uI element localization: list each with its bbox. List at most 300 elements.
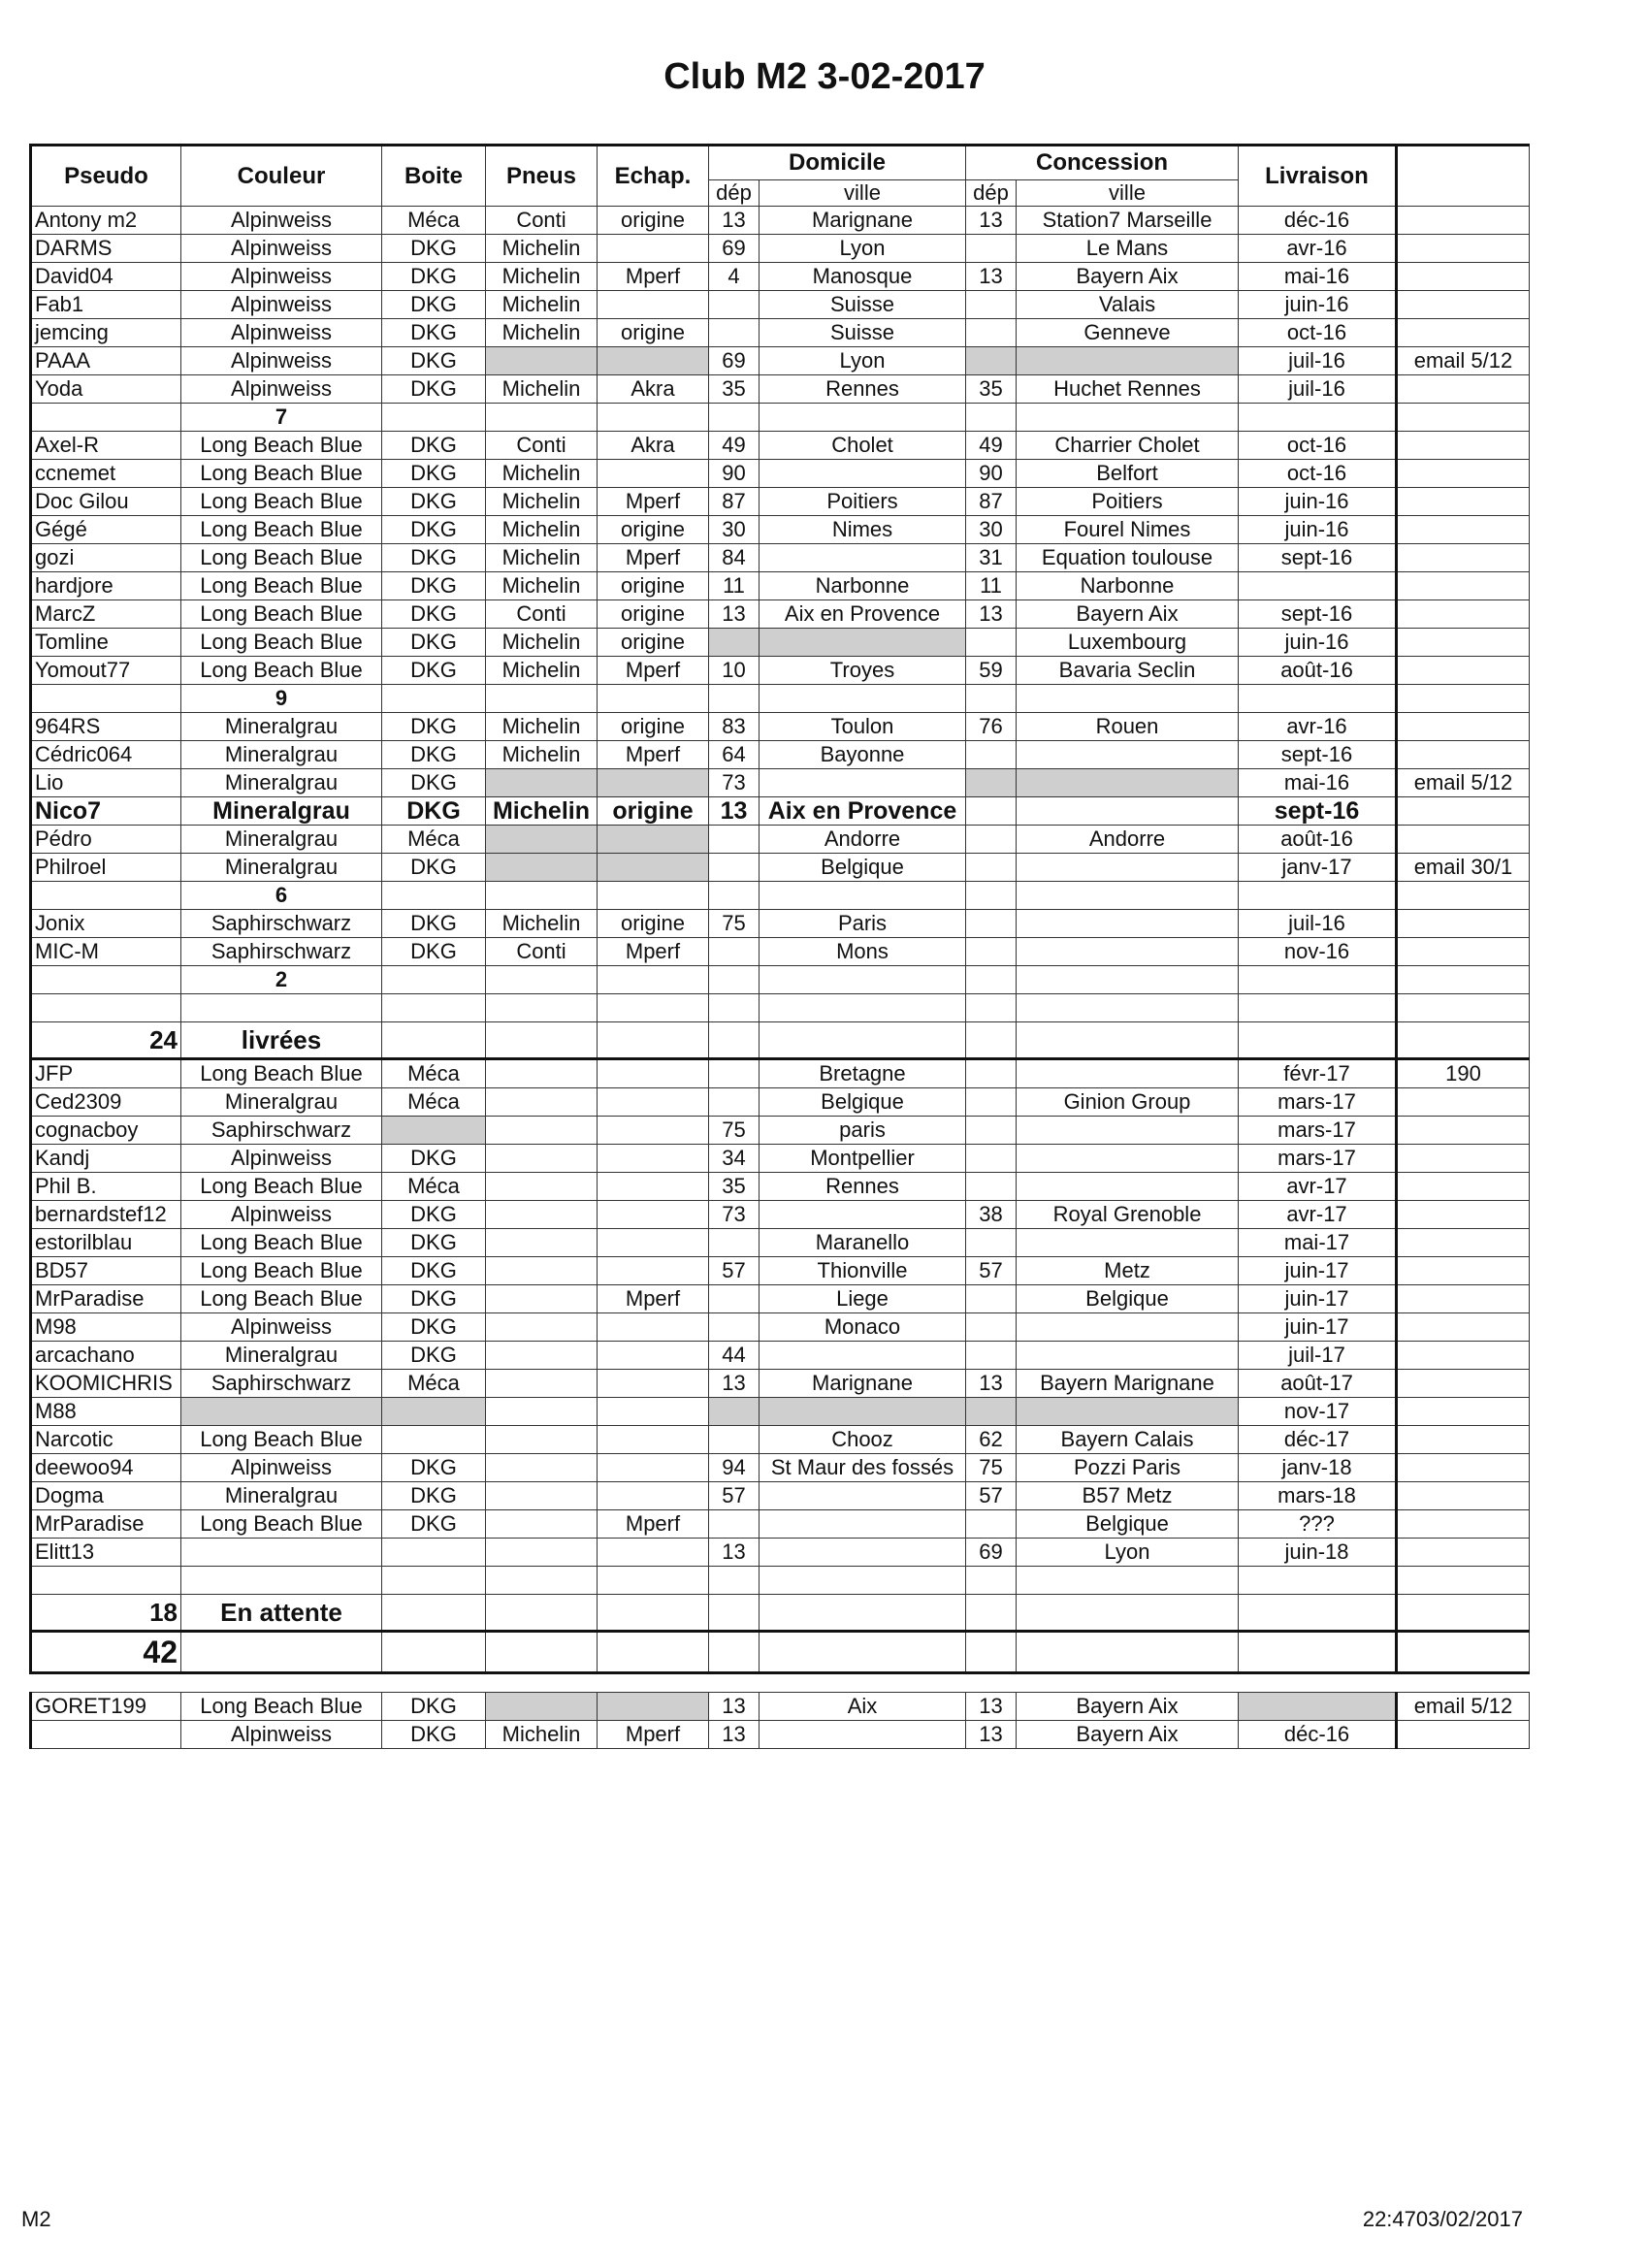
waiting-summary-empty [1397, 1595, 1530, 1632]
waiting-cell-domicile-ville: Liege [760, 1285, 966, 1313]
delivered-summary-empty [760, 1022, 966, 1059]
waiting-cell-livraison: mars-17 [1239, 1117, 1397, 1145]
delivered-cell-livraison: juil-16 [1239, 375, 1397, 404]
waiting-row [31, 1173, 1530, 1201]
delivered-cell-livraison: juin-16 [1239, 488, 1397, 516]
delivered-row [31, 263, 1530, 291]
waiting-cell-concession-dep [966, 1510, 1017, 1539]
waiting-cell-domicile-ville: Marignane [760, 1370, 966, 1398]
delivered-cell-domicile-dep: 10 [709, 657, 760, 685]
extra-cell-couleur: Alpinweiss [181, 1721, 382, 1749]
extra-cell-domicile-dep: 13 [709, 1721, 760, 1749]
waiting-cell-note [1397, 1370, 1530, 1398]
delivered-cell-concession-dep: 13 [966, 600, 1017, 629]
delivered-cell-pseudo: MarcZ [31, 600, 181, 629]
waiting-cell-note [1397, 1145, 1530, 1173]
waiting-cell-concession-dep: 69 [966, 1539, 1017, 1567]
waiting-cell-pneus [486, 1257, 598, 1285]
waiting-cell-domicile-ville: Maranello [760, 1229, 966, 1257]
delivered-cell-concession-dep [966, 826, 1017, 854]
waiting-cell-pneus [486, 1313, 598, 1342]
delivered-cell-domicile-dep [709, 882, 760, 910]
delivered-cell-concession-dep: 35 [966, 375, 1017, 404]
delivered-cell-boite: DKG [382, 600, 486, 629]
delivered-cell-concession-dep [966, 347, 1017, 375]
delivered-cell-concession-ville [1017, 404, 1239, 432]
delivered-cell-note [1397, 600, 1530, 629]
waiting-cell-echap [598, 1539, 709, 1567]
delivered-cell-pseudo: Philroel [31, 854, 181, 882]
waiting-cell-pseudo: M98 [31, 1313, 181, 1342]
waiting-row [31, 1482, 1530, 1510]
delivered-cell-note [1397, 319, 1530, 347]
waiting-row [31, 1059, 1530, 1088]
header-row [31, 146, 1530, 180]
delivered-cell-note [1397, 291, 1530, 319]
waiting-cell-boite: Méca [382, 1059, 486, 1088]
waiting-cell-concession-ville: Bayern Marignane [1017, 1370, 1239, 1398]
delivered-cell-echap: origine [598, 572, 709, 600]
waiting-cell-livraison: déc-17 [1239, 1426, 1397, 1454]
extra-cell-domicile-ville [760, 1721, 966, 1749]
waiting-cell-boite: DKG [382, 1201, 486, 1229]
delivered-cell-pneus [486, 685, 598, 713]
delivered-cell-couleur: Mineralgrau [181, 854, 382, 882]
delivered-cell-note: email 5/12 [1397, 769, 1530, 797]
delivered-cell-echap: origine [598, 600, 709, 629]
delivered-row [31, 572, 1530, 600]
delivered-cell-domicile-dep [709, 938, 760, 966]
delivered-cell-livraison: août-16 [1239, 657, 1397, 685]
waiting-cell-pneus [486, 1454, 598, 1482]
delivered-cell-couleur: Saphirschwarz [181, 938, 382, 966]
delivered-row [31, 657, 1530, 685]
delivered-row [31, 404, 1530, 432]
delivered-cell-concession-dep: 13 [966, 207, 1017, 235]
waiting-cell-boite: DKG [382, 1510, 486, 1539]
waiting-cell-domicile-ville [760, 1539, 966, 1567]
waiting-label: En attente [181, 1595, 382, 1632]
waiting-cell-domicile-ville: Chooz [760, 1426, 966, 1454]
delivered-cell-pseudo: MIC-M [31, 938, 181, 966]
waiting-cell-concession-ville [1017, 1567, 1239, 1595]
club-table [29, 144, 1530, 1749]
waiting-cell-note [1397, 1426, 1530, 1454]
delivered-cell-concession-ville: Belfort [1017, 460, 1239, 488]
delivered-cell-domicile-ville [760, 544, 966, 572]
waiting-cell-boite: DKG [382, 1145, 486, 1173]
waiting-cell-domicile-ville [760, 1398, 966, 1426]
delivered-cell-boite: DKG [382, 713, 486, 741]
waiting-cell-pseudo: estorilblau [31, 1229, 181, 1257]
delivered-cell-note [1397, 375, 1530, 404]
delivered-cell-concession-ville: Le Mans [1017, 235, 1239, 263]
waiting-cell-note [1397, 1257, 1530, 1285]
waiting-summary-empty [709, 1595, 760, 1632]
footer-right: 22:4703/02/2017 [1362, 2207, 1523, 2231]
waiting-cell-pseudo: Dogma [31, 1482, 181, 1510]
delivered-cell-pneus: Michelin [486, 460, 598, 488]
waiting-row [31, 1088, 1530, 1117]
delivered-cell-pneus: Michelin [486, 488, 598, 516]
delivered-cell-boite [382, 882, 486, 910]
delivered-row [31, 910, 1530, 938]
delivered-cell-note [1397, 966, 1530, 994]
waiting-cell-domicile-dep: 13 [709, 1539, 760, 1567]
waiting-cell-pneus [486, 1088, 598, 1117]
delivered-cell-livraison: mai-16 [1239, 769, 1397, 797]
delivered-cell-boite [382, 404, 486, 432]
delivered-cell-pneus [486, 769, 598, 797]
extra-cell-pneus [486, 1693, 598, 1721]
waiting-cell-livraison: juin-17 [1239, 1313, 1397, 1342]
delivered-cell-echap: origine [598, 910, 709, 938]
waiting-cell-echap [598, 1426, 709, 1454]
delivered-cell-couleur: Alpinweiss [181, 375, 382, 404]
waiting-cell-note [1397, 1510, 1530, 1539]
delivered-label: livrées [181, 1022, 382, 1059]
delivered-cell-pseudo: Jonix [31, 910, 181, 938]
waiting-cell-pneus [486, 1510, 598, 1539]
delivered-cell-livraison: juin-16 [1239, 291, 1397, 319]
delivered-cell-boite: DKG [382, 291, 486, 319]
waiting-cell-domicile-dep: 73 [709, 1201, 760, 1229]
waiting-cell-boite [382, 1398, 486, 1426]
delivered-cell-domicile-ville [760, 882, 966, 910]
delivered-cell-domicile-dep: 4 [709, 263, 760, 291]
extra-cell-note: email 5/12 [1397, 1693, 1530, 1721]
delivered-cell-concession-ville: Rouen [1017, 713, 1239, 741]
waiting-cell-note [1397, 1482, 1530, 1510]
waiting-cell-boite: Méca [382, 1370, 486, 1398]
delivered-cell-concession-ville [1017, 741, 1239, 769]
waiting-cell-note [1397, 1454, 1530, 1482]
header-domicile-ville: ville [760, 180, 966, 207]
delivered-cell-concession-dep [966, 629, 1017, 657]
delivered-cell-livraison: janv-17 [1239, 854, 1397, 882]
waiting-cell-livraison: juin-17 [1239, 1285, 1397, 1313]
delivered-cell-pneus: Michelin [486, 741, 598, 769]
waiting-cell-note [1397, 1342, 1530, 1370]
delivered-cell-pseudo: DARMS [31, 235, 181, 263]
delivered-cell-concession-ville [1017, 994, 1239, 1022]
waiting-cell-pneus [486, 1342, 598, 1370]
delivered-cell-concession-ville: Station7 Marseille [1017, 207, 1239, 235]
delivered-cell-concession-dep [966, 769, 1017, 797]
delivered-cell-boite [382, 685, 486, 713]
delivered-cell-note [1397, 826, 1530, 854]
extra-cell-echap: Mperf [598, 1721, 709, 1749]
delivered-summary-empty [1239, 1022, 1397, 1059]
delivered-cell-livraison: juil-16 [1239, 347, 1397, 375]
delivered-cell-concession-ville: Genneve [1017, 319, 1239, 347]
delivered-cell-concession-dep: 49 [966, 432, 1017, 460]
waiting-cell-domicile-dep [709, 1567, 760, 1595]
delivered-cell-couleur: Mineralgrau [181, 713, 382, 741]
waiting-cell-livraison: ??? [1239, 1510, 1397, 1539]
delivered-cell-domicile-dep: 30 [709, 516, 760, 544]
waiting-summary-empty [382, 1595, 486, 1632]
waiting-cell-pneus [486, 1117, 598, 1145]
delivered-row [31, 432, 1530, 460]
delivered-cell-domicile-ville: Narbonne [760, 572, 966, 600]
waiting-cell-pseudo: Narcotic [31, 1426, 181, 1454]
delivered-row [31, 629, 1530, 657]
delivered-cell-domicile-dep [709, 404, 760, 432]
spacer-row [31, 1673, 1530, 1693]
delivered-cell-couleur: Alpinweiss [181, 263, 382, 291]
delivered-row [31, 713, 1530, 741]
waiting-cell-concession-dep [966, 1342, 1017, 1370]
delivered-cell-boite: DKG [382, 629, 486, 657]
delivered-cell-echap: origine [598, 207, 709, 235]
delivered-cell-domicile-dep: 73 [709, 769, 760, 797]
delivered-cell-pseudo [31, 685, 181, 713]
delivered-cell-concession-dep [966, 910, 1017, 938]
delivered-cell-domicile-dep: 69 [709, 347, 760, 375]
delivered-row [31, 882, 1530, 910]
waiting-row [31, 1398, 1530, 1426]
waiting-cell-echap [598, 1342, 709, 1370]
delivered-cell-couleur: Long Beach Blue [181, 488, 382, 516]
delivered-cell-echap: origine [598, 629, 709, 657]
waiting-row [31, 1145, 1530, 1173]
waiting-cell-livraison: nov-17 [1239, 1398, 1397, 1426]
delivered-cell-livraison: sept-16 [1239, 544, 1397, 572]
extra-cell-pseudo [31, 1721, 181, 1749]
waiting-summary-empty [1017, 1595, 1239, 1632]
waiting-cell-couleur [181, 1398, 382, 1426]
delivered-cell-domicile-ville: Lyon [760, 235, 966, 263]
delivered-cell-boite: DKG [382, 797, 486, 826]
spacer [31, 1673, 1530, 1693]
delivered-cell-couleur: Mineralgrau [181, 826, 382, 854]
delivered-cell-livraison: sept-16 [1239, 600, 1397, 629]
delivered-cell-domicile-dep: 84 [709, 544, 760, 572]
waiting-cell-livraison: juin-17 [1239, 1257, 1397, 1285]
delivered-cell-domicile-ville: Suisse [760, 291, 966, 319]
delivered-cell-couleur: 6 [181, 882, 382, 910]
delivered-cell-note [1397, 572, 1530, 600]
waiting-cell-couleur: Alpinweiss [181, 1454, 382, 1482]
delivered-cell-concession-dep [966, 685, 1017, 713]
delivered-cell-domicile-ville [760, 404, 966, 432]
delivered-cell-concession-ville [1017, 854, 1239, 882]
delivered-cell-pseudo: Fab1 [31, 291, 181, 319]
delivered-cell-boite: DKG [382, 235, 486, 263]
delivered-cell-couleur: Long Beach Blue [181, 432, 382, 460]
delivered-cell-pseudo: Antony m2 [31, 207, 181, 235]
delivered-cell-boite: DKG [382, 910, 486, 938]
delivered-cell-concession-dep: 76 [966, 713, 1017, 741]
waiting-cell-concession-dep [966, 1117, 1017, 1145]
waiting-row [31, 1117, 1530, 1145]
waiting-cell-concession-ville: Belgique [1017, 1510, 1239, 1539]
waiting-cell-echap: Mperf [598, 1510, 709, 1539]
delivered-cell-pneus: Conti [486, 432, 598, 460]
delivered-cell-concession-dep [966, 797, 1017, 826]
delivered-cell-pneus: Michelin [486, 263, 598, 291]
delivered-cell-livraison: oct-16 [1239, 432, 1397, 460]
waiting-cell-boite: DKG [382, 1285, 486, 1313]
delivered-cell-note [1397, 938, 1530, 966]
delivered-cell-boite: Méca [382, 207, 486, 235]
waiting-cell-livraison: avr-17 [1239, 1201, 1397, 1229]
waiting-cell-domicile-ville: Rennes [760, 1173, 966, 1201]
delivered-cell-note [1397, 404, 1530, 432]
waiting-cell-pneus [486, 1482, 598, 1510]
delivered-cell-couleur: 2 [181, 966, 382, 994]
delivered-cell-domicile-ville: Bayonne [760, 741, 966, 769]
waiting-cell-pneus [486, 1173, 598, 1201]
waiting-cell-couleur: Saphirschwarz [181, 1117, 382, 1145]
waiting-cell-note [1397, 1173, 1530, 1201]
delivered-cell-pseudo [31, 882, 181, 910]
waiting-cell-couleur: Alpinweiss [181, 1145, 382, 1173]
delivered-row [31, 685, 1530, 713]
waiting-cell-pneus [486, 1229, 598, 1257]
delivered-cell-pseudo: hardjore [31, 572, 181, 600]
delivered-cell-concession-ville: Huchet Rennes [1017, 375, 1239, 404]
waiting-cell-concession-ville: Metz [1017, 1257, 1239, 1285]
delivered-cell-domicile-ville: Cholet [760, 432, 966, 460]
waiting-cell-concession-ville: Lyon [1017, 1539, 1239, 1567]
header-pneus: Pneus [486, 146, 598, 207]
grand-total-empty [598, 1632, 709, 1673]
waiting-cell-livraison: mars-18 [1239, 1482, 1397, 1510]
delivered-cell-livraison: avr-16 [1239, 235, 1397, 263]
delivered-row [31, 291, 1530, 319]
waiting-cell-concession-ville [1017, 1313, 1239, 1342]
delivered-cell-pneus [486, 826, 598, 854]
delivered-cell-pneus: Conti [486, 600, 598, 629]
delivered-cell-pneus: Michelin [486, 629, 598, 657]
waiting-cell-pseudo: bernardstef12 [31, 1201, 181, 1229]
delivered-cell-concession-ville: Valais [1017, 291, 1239, 319]
waiting-cell-echap [598, 1088, 709, 1117]
waiting-cell-pseudo: JFP [31, 1059, 181, 1088]
delivered-cell-echap [598, 769, 709, 797]
grand-total-empty [1397, 1632, 1530, 1673]
delivered-cell-pneus: Michelin [486, 375, 598, 404]
delivered-cell-note: email 5/12 [1397, 347, 1530, 375]
delivered-row [31, 797, 1530, 826]
waiting-cell-concession-dep [966, 1313, 1017, 1342]
delivered-cell-couleur: Long Beach Blue [181, 629, 382, 657]
delivered-cell-echap [598, 291, 709, 319]
delivered-cell-echap: origine [598, 713, 709, 741]
waiting-cell-domicile-ville [760, 1510, 966, 1539]
delivered-cell-boite: Méca [382, 826, 486, 854]
delivered-cell-domicile-ville: Nimes [760, 516, 966, 544]
delivered-cell-domicile-ville: Belgique [760, 854, 966, 882]
delivered-cell-domicile-ville: Manosque [760, 263, 966, 291]
header-pseudo: Pseudo [31, 146, 181, 207]
grand-total-empty [1017, 1632, 1239, 1673]
page-title: Club M2 3-02-2017 [663, 56, 986, 97]
waiting-cell-domicile-ville [760, 1482, 966, 1510]
waiting-cell-domicile-dep: 94 [709, 1454, 760, 1482]
delivered-cell-livraison: sept-16 [1239, 741, 1397, 769]
delivered-cell-echap: Akra [598, 432, 709, 460]
delivered-cell-couleur [181, 994, 382, 1022]
delivered-cell-concession-dep: 13 [966, 263, 1017, 291]
delivered-row [31, 516, 1530, 544]
waiting-cell-concession-dep: 62 [966, 1426, 1017, 1454]
delivered-cell-note [1397, 994, 1530, 1022]
delivered-cell-pseudo: PAAA [31, 347, 181, 375]
extra-cell-boite: DKG [382, 1721, 486, 1749]
delivered-cell-livraison: déc-16 [1239, 207, 1397, 235]
waiting-summary-row [31, 1595, 1530, 1632]
waiting-cell-concession-ville [1017, 1398, 1239, 1426]
waiting-cell-pseudo [31, 1567, 181, 1595]
delivered-cell-domicile-ville: Rennes [760, 375, 966, 404]
delivered-cell-livraison: oct-16 [1239, 460, 1397, 488]
delivered-cell-boite: DKG [382, 375, 486, 404]
delivered-cell-concession-ville [1017, 910, 1239, 938]
waiting-row [31, 1229, 1530, 1257]
grand-total: 42 [31, 1632, 181, 1673]
delivered-cell-pneus [486, 994, 598, 1022]
delivered-cell-note [1397, 460, 1530, 488]
waiting-cell-concession-dep [966, 1285, 1017, 1313]
waiting-cell-livraison: mars-17 [1239, 1088, 1397, 1117]
delivered-cell-couleur: Long Beach Blue [181, 544, 382, 572]
delivered-row [31, 375, 1530, 404]
waiting-cell-couleur: Long Beach Blue [181, 1510, 382, 1539]
delivered-cell-domicile-dep: 13 [709, 207, 760, 235]
delivered-cell-note [1397, 910, 1530, 938]
delivered-cell-domicile-dep: 87 [709, 488, 760, 516]
delivered-cell-note [1397, 657, 1530, 685]
delivered-summary-empty [382, 1022, 486, 1059]
extra-cell-concession-dep: 13 [966, 1693, 1017, 1721]
delivered-cell-note [1397, 797, 1530, 826]
delivered-summary-empty [709, 1022, 760, 1059]
waiting-cell-domicile-dep [709, 1426, 760, 1454]
delivered-cell-concession-ville: Bayern Aix [1017, 263, 1239, 291]
delivered-cell-boite: DKG [382, 460, 486, 488]
delivered-cell-concession-dep: 59 [966, 657, 1017, 685]
delivered-cell-boite: DKG [382, 516, 486, 544]
waiting-cell-pseudo: M88 [31, 1398, 181, 1426]
waiting-cell-boite: DKG [382, 1454, 486, 1482]
delivered-row [31, 741, 1530, 769]
waiting-cell-pneus [486, 1398, 598, 1426]
delivered-cell-note [1397, 882, 1530, 910]
waiting-cell-pseudo: Kandj [31, 1145, 181, 1173]
delivered-cell-domicile-ville: Andorre [760, 826, 966, 854]
waiting-cell-concession-dep [966, 1398, 1017, 1426]
delivered-cell-domicile-dep [709, 994, 760, 1022]
delivered-cell-concession-ville: Fourel Nimes [1017, 516, 1239, 544]
delivered-cell-echap: Mperf [598, 741, 709, 769]
delivered-cell-couleur: Alpinweiss [181, 291, 382, 319]
waiting-cell-concession-dep [966, 1229, 1017, 1257]
delivered-cell-note [1397, 207, 1530, 235]
waiting-cell-concession-ville [1017, 1173, 1239, 1201]
waiting-cell-livraison: août-17 [1239, 1370, 1397, 1398]
delivered-cell-echap [598, 460, 709, 488]
waiting-cell-concession-ville [1017, 1145, 1239, 1173]
waiting-cell-concession-ville: Bayern Calais [1017, 1426, 1239, 1454]
delivered-cell-livraison: sept-16 [1239, 797, 1397, 826]
delivered-cell-pseudo [31, 994, 181, 1022]
delivered-cell-pseudo: David04 [31, 263, 181, 291]
waiting-summary-empty [598, 1595, 709, 1632]
waiting-summary-empty [486, 1595, 598, 1632]
